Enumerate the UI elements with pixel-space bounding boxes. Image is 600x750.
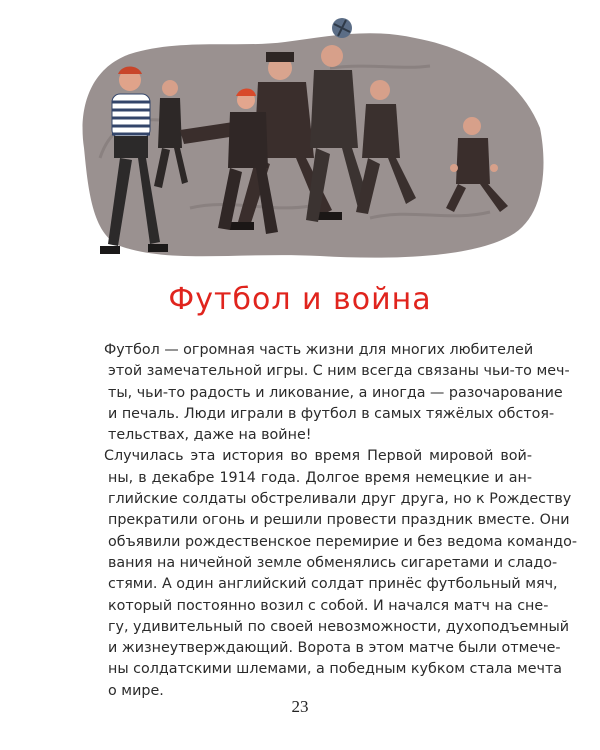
- text-line: тельствах, даже на войне!: [108, 427, 312, 444]
- text-line: прекратили огонь и решили провести праздник вместе. Они: [108, 512, 570, 529]
- paragraph-1: [86, 340, 570, 446]
- text-line: стями. А один английский солдат принёс футбольный мяч,: [108, 576, 558, 593]
- text-line: о мире.: [108, 682, 164, 699]
- text-line: который постоянно возил с собой. И начался матч на сне-: [108, 597, 549, 614]
- text-line: ны, в декабре 1914 года. Долгое время немецкие и ан-: [108, 469, 532, 486]
- text-line: ты, чьи-то радость и ликование, а иногда — разочарование: [108, 384, 563, 401]
- text-line: объявили рождественское перемирие и без ведома командо-: [108, 533, 578, 550]
- text-line: и печаль. Люди играли в футбол в самых тяжёлых обстоя-: [108, 405, 555, 422]
- text-line: вания на ничейной земле обменялись сигаретами и сладо-: [108, 554, 558, 571]
- text-line: глийские солдаты обстреливали друг друга, но к Рождеству: [108, 491, 572, 508]
- article-body: [86, 340, 578, 702]
- text-line: этой замечательной игры. С ним всегда связаны чьи-то меч-: [108, 363, 570, 380]
- football-players-illustration: [70, 8, 548, 270]
- text-line: и жизнеутверждающий. Ворота в этом матче были отмече-: [108, 640, 561, 657]
- paragraph-2: [86, 446, 578, 702]
- text-line: гу, удивительный по своей невозможности, духоподъемный: [108, 618, 570, 635]
- text-line: Футбол — огромная часть жизни для многих любителей: [104, 342, 534, 358]
- page-number: 23: [291, 697, 309, 716]
- text-line: ны солдатскими шлемами, а победным кубком стала мечта: [108, 661, 563, 678]
- text-line: Случилась эта история во время Первой мировой вой-: [104, 448, 532, 465]
- chapter-title: Футбол и война: [168, 282, 432, 317]
